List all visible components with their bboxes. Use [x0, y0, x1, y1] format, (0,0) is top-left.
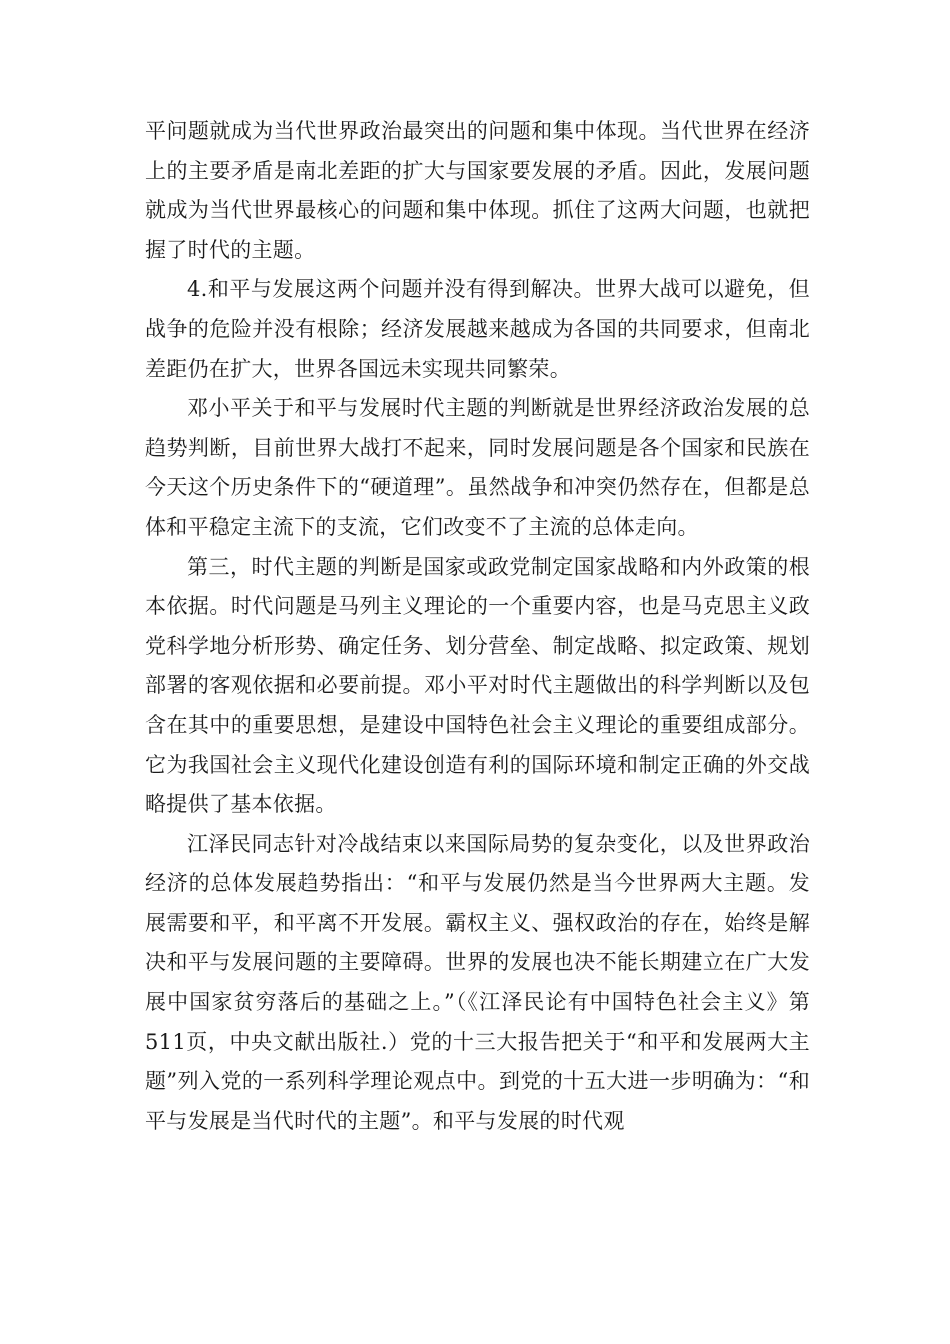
paragraph-third: 第三，时代主题的判断是国家或政党制定国家战略和内外政策的根本依据。时代问题是马列主义理论的一个重要内容，也是马克思主义政党科学地分析形势、确定任务、划分营垒、制定战略、拟定政策、规划部署的客观依据和必要前提。邓小平对时代主题做出的科学判断以及包含在其中的重要思想，是建设中国特色社会主义理论的重要组成部分。它为我国社会主义现代化建设创造有利的国际环境和制定正确的外交战略提供了基本依据。: [145, 554, 810, 817]
paragraph-jiang-zemin: 江泽民同志针对冷战结束以来国际局势的复杂变化，以及世界政治经济的总体发展趋势指出：“和平与发展仍然是当今世界两大主题。发展需要和平，和平离不开发展。霸权主义、强权政治的存在，始终是解决和平与发展问题的主要障碍。世界的发展也决不能长期建立在广大发展中国家贫穷落后的基础之上。”（《江泽民论有中国特色社会主义》第511页，中央文献出版社.）党的十三大报告把关于“和平和发展两大主题”列入党的一系列科学理论观点中。到党的十五大进一步明确为：“和平与发展是当代时代的主题”。和平与发展的时代观: [145, 831, 810, 1133]
paragraph-point-4: 4.和平与发展这两个问题并没有得到解决。世界大战可以避免，但战争的危险并没有根除；经济发展越来越成为各国的共同要求，但南北差距仍在扩大，世界各国远未实现共同繁荣。: [145, 277, 810, 381]
document-page: [145, 112, 810, 1141]
paragraph-continuation: 平问题就成为当代世界政治最突出的问题和集中体现。当代世界在经济上的主要矛盾是南北差距的扩大与国家要发展的矛盾。因此，发展问题就成为当代世界最核心的问题和集中体现。抓住了这两大问题，也就把握了时代的主题。: [145, 119, 810, 262]
paragraph-deng-xiaoping: 邓小平关于和平与发展时代主题的判断就是世界经济政治发展的总趋势判断，目前世界大战打不起来，同时发展问题是各个国家和民族在今天这个历史条件下的“硬道理”。虽然战争和冲突仍然存在，但都是总体和平稳定主流下的支流，它们改变不了主流的总体走向。: [145, 396, 810, 539]
